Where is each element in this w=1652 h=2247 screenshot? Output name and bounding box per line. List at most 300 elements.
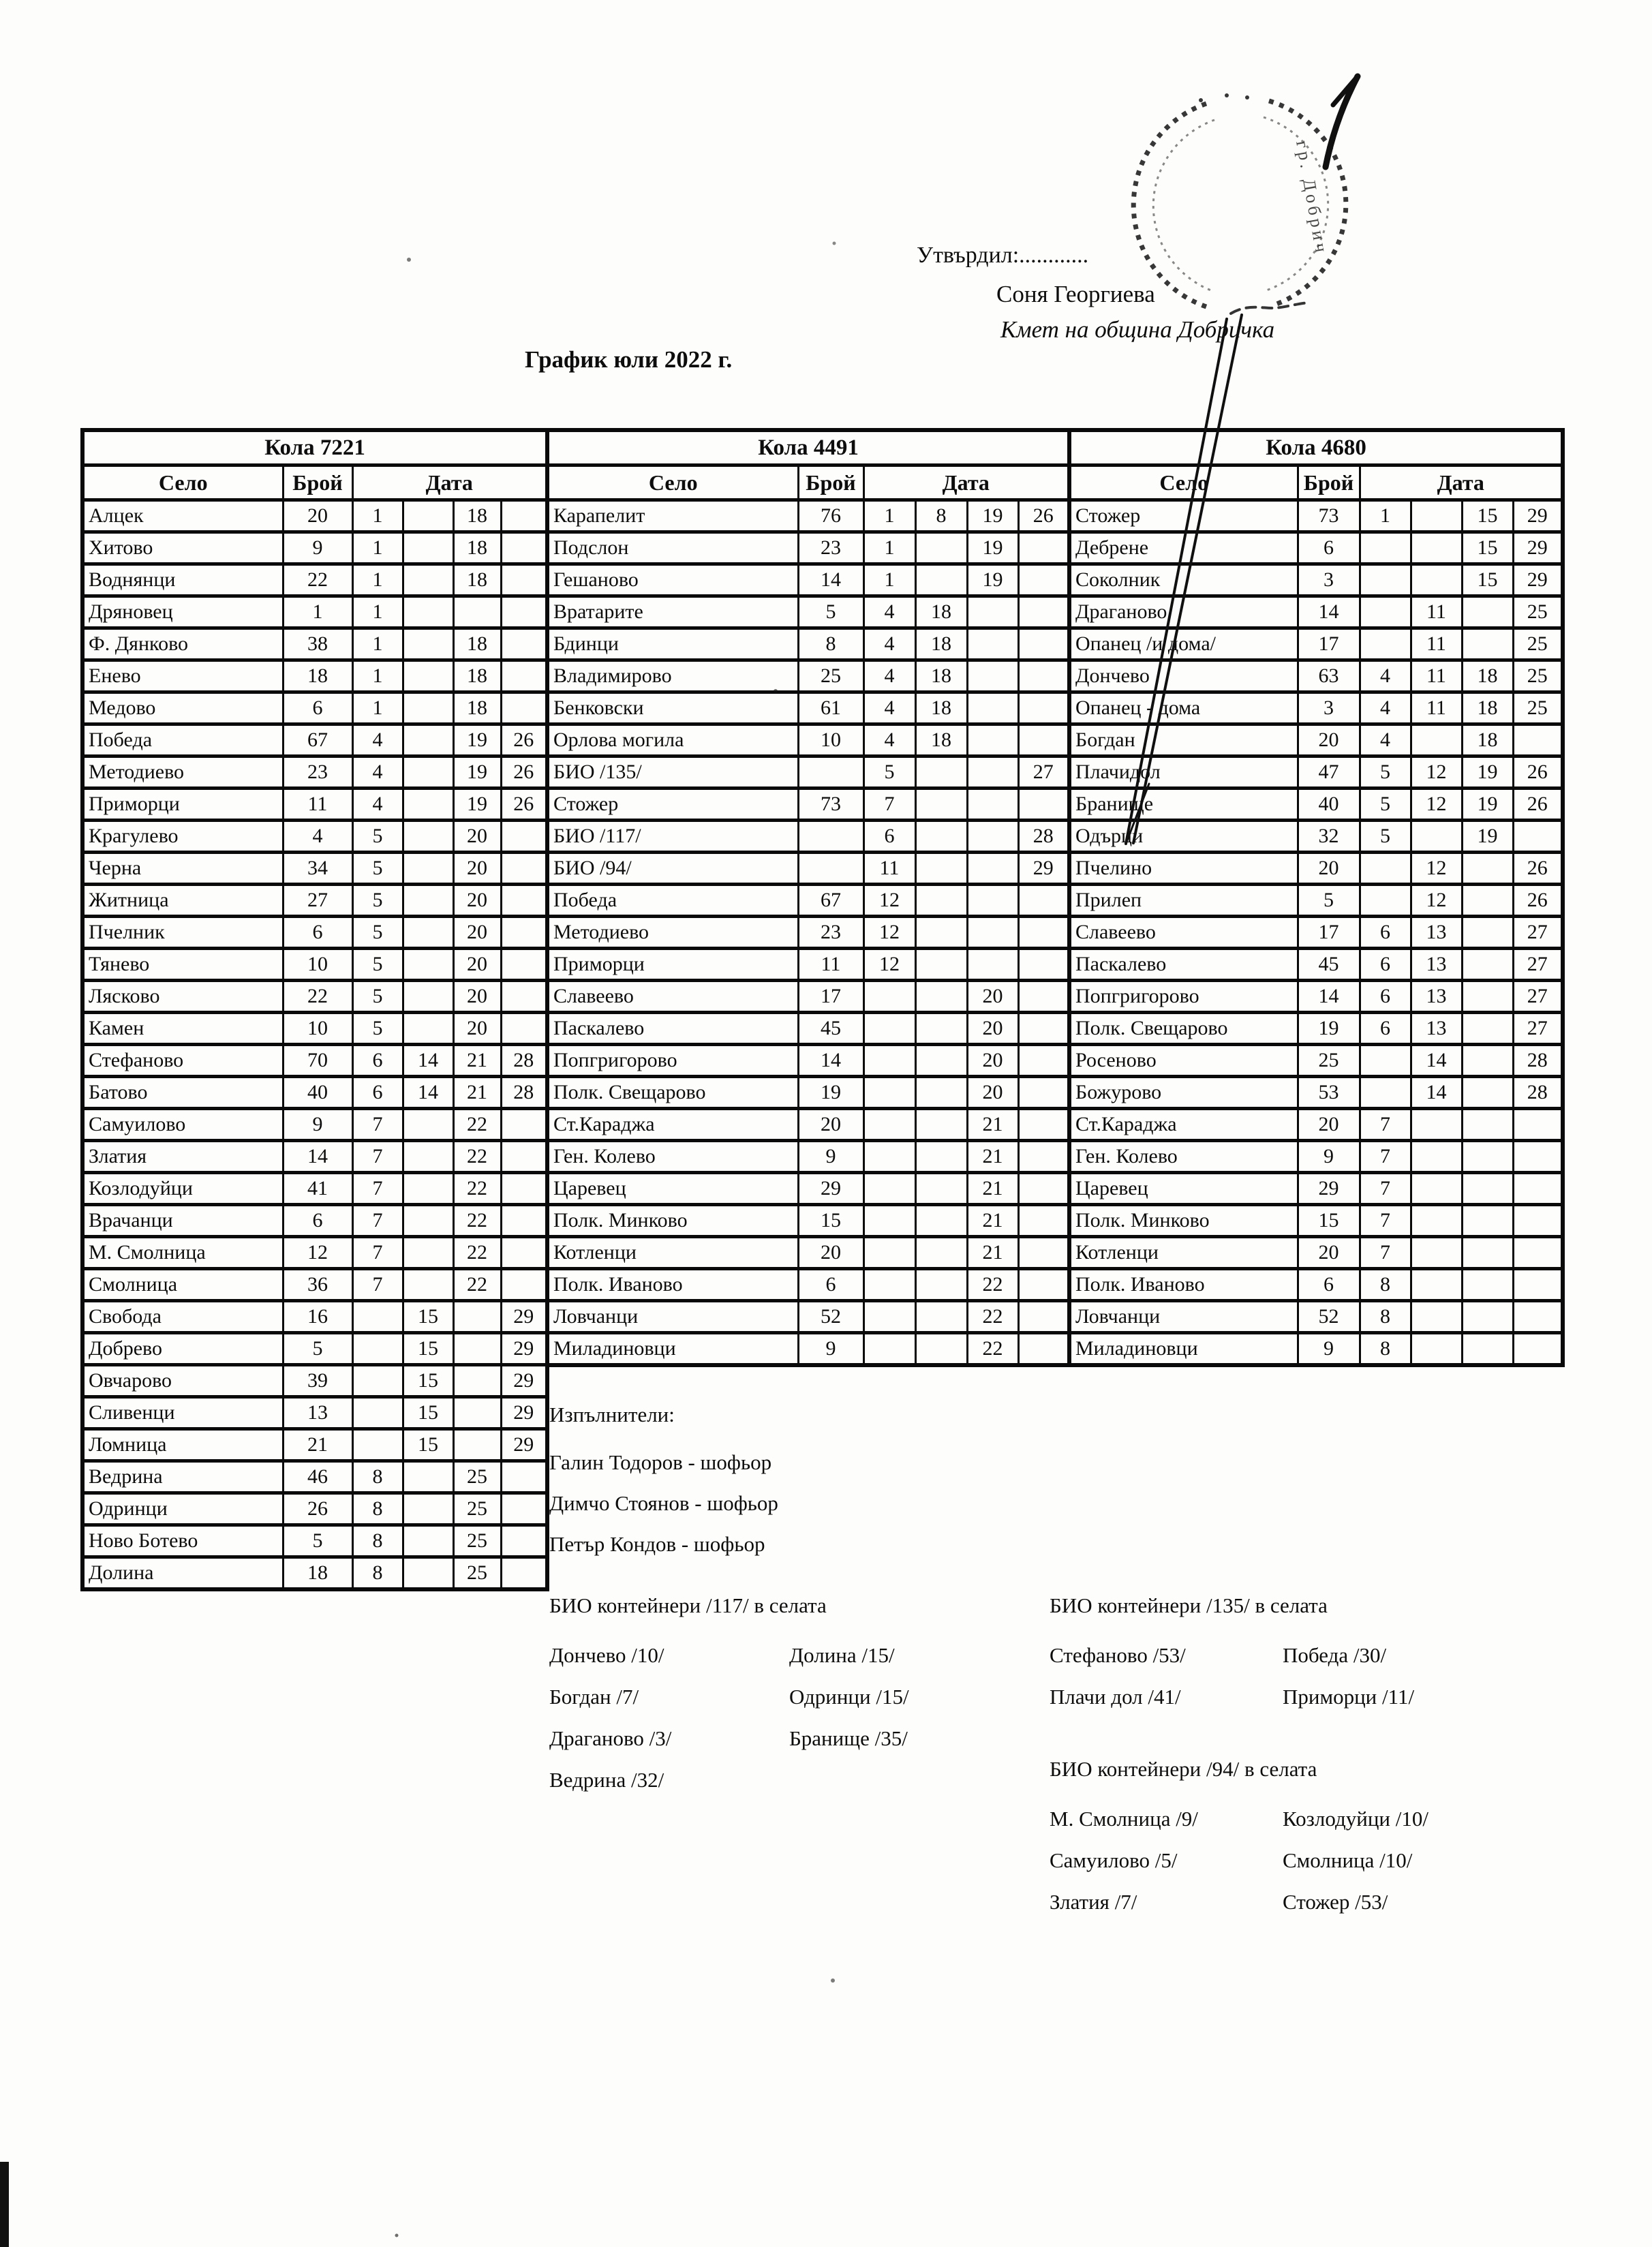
table-row — [547, 532, 1069, 564]
date-cell: 14 — [1411, 1045, 1462, 1077]
date-cell — [915, 885, 967, 917]
date-cell: 19 — [967, 564, 1018, 596]
count-cell: 23 — [798, 532, 863, 564]
village-cell: Полк. Минково — [547, 1205, 798, 1237]
bio-item: Одринци /15/ — [789, 1685, 909, 1709]
date-cell — [403, 917, 453, 949]
date-cell: 5 — [1360, 756, 1411, 789]
date-cell — [1411, 821, 1462, 853]
date-cell — [1411, 500, 1462, 532]
schedule-table-kola-4680 — [1067, 428, 1565, 1367]
table-row — [547, 660, 1069, 692]
date-cell: 7 — [352, 1141, 403, 1173]
date-cell — [915, 1301, 967, 1333]
date-cell — [501, 532, 547, 564]
village-cell: Паскалево — [1069, 949, 1298, 981]
date-cell — [403, 1557, 453, 1590]
date-cell — [1462, 1013, 1513, 1045]
date-cell: 4 — [1360, 692, 1411, 724]
village-cell: Бранище — [1069, 789, 1298, 821]
date-cell — [915, 821, 967, 853]
date-cell: 22 — [967, 1269, 1018, 1301]
count-cell: 18 — [283, 660, 352, 692]
village-cell: Дебрене — [1069, 532, 1298, 564]
village-cell: Дончево — [1069, 660, 1298, 692]
date-cell — [915, 789, 967, 821]
count-cell: 17 — [1298, 917, 1360, 949]
village-cell: Дряновец — [82, 596, 283, 628]
date-cell — [967, 853, 1018, 885]
date-cell: 12 — [1411, 885, 1462, 917]
date-cell: 29 — [1513, 564, 1563, 596]
village-cell: Лясково — [82, 981, 283, 1013]
schedule-table-kola-4491 — [545, 428, 1071, 1367]
bio-column-1 — [1050, 1798, 1283, 1923]
executor-item: Галин Тодоров - шофьор — [549, 1450, 772, 1474]
table-row — [1069, 821, 1563, 853]
count-cell: 32 — [1298, 821, 1360, 853]
table-row — [82, 789, 547, 821]
village-cell: Одърци — [1069, 821, 1298, 853]
date-cell — [1513, 1269, 1563, 1301]
date-cell: 8 — [915, 500, 967, 532]
table-row — [547, 1269, 1069, 1301]
date-cell: 18 — [453, 660, 501, 692]
date-cell: 18 — [453, 532, 501, 564]
table-row — [1069, 1333, 1563, 1366]
village-cell: Победа — [82, 724, 283, 756]
date-cell: 22 — [453, 1269, 501, 1301]
date-cell: 21 — [967, 1109, 1018, 1141]
village-cell: Опанец /и дома/ — [1069, 628, 1298, 660]
date-cell — [403, 692, 453, 724]
date-cell: 21 — [967, 1141, 1018, 1173]
date-cell: 29 — [1513, 500, 1563, 532]
village-cell: М. Смолница — [82, 1237, 283, 1269]
date-cell: 15 — [1462, 500, 1513, 532]
village-cell: Паскалево — [547, 1013, 798, 1045]
table-group-header: Кола 4491 — [547, 430, 1069, 465]
village-cell: Добрево — [82, 1333, 283, 1365]
date-cell: 6 — [352, 1045, 403, 1077]
date-cell — [1513, 1173, 1563, 1205]
col-header-date: Дата — [1360, 465, 1563, 500]
village-cell: Пчелник — [82, 917, 283, 949]
table-row — [547, 1045, 1069, 1077]
date-cell — [863, 1141, 915, 1173]
village-cell: Камен — [82, 1013, 283, 1045]
count-cell: 15 — [1298, 1205, 1360, 1237]
table-row — [82, 692, 547, 724]
date-cell — [403, 1173, 453, 1205]
date-cell: 28 — [1018, 821, 1069, 853]
village-cell: Долина — [82, 1557, 283, 1590]
count-cell: 20 — [1298, 724, 1360, 756]
date-cell: 22 — [453, 1109, 501, 1141]
date-cell: 15 — [403, 1397, 453, 1429]
date-cell: 7 — [1360, 1173, 1411, 1205]
date-cell: 4 — [863, 628, 915, 660]
count-cell: 23 — [798, 917, 863, 949]
date-cell: 11 — [1411, 660, 1462, 692]
count-cell: 16 — [283, 1301, 352, 1333]
date-cell: 18 — [1462, 692, 1513, 724]
table-row — [1069, 1301, 1563, 1333]
date-cell: 18 — [915, 596, 967, 628]
count-cell: 5 — [283, 1333, 352, 1365]
date-cell — [501, 821, 547, 853]
table-row — [1069, 500, 1563, 532]
executors-list — [549, 1442, 778, 1565]
count-cell: 14 — [798, 1045, 863, 1077]
approver-name: Соня Георгиева — [996, 281, 1155, 307]
count-cell: 76 — [798, 500, 863, 532]
date-cell — [967, 756, 1018, 789]
table-group-header: Кола 4680 — [1069, 430, 1563, 465]
date-cell — [501, 853, 547, 885]
date-cell: 5 — [352, 821, 403, 853]
date-cell — [1360, 596, 1411, 628]
village-cell: Стожер — [1069, 500, 1298, 532]
count-cell: 45 — [798, 1013, 863, 1045]
date-cell: 6 — [863, 821, 915, 853]
table-row — [1069, 789, 1563, 821]
date-cell — [501, 500, 547, 532]
count-cell: 6 — [283, 917, 352, 949]
col-header-village: Село — [1069, 465, 1298, 500]
date-cell: 8 — [1360, 1269, 1411, 1301]
date-cell — [915, 1045, 967, 1077]
village-cell: Царевец — [1069, 1173, 1298, 1205]
date-cell — [1513, 1141, 1563, 1173]
date-cell — [863, 1077, 915, 1109]
date-cell: 6 — [1360, 1013, 1411, 1045]
round-stamp-icon — [1133, 93, 1346, 307]
date-cell — [863, 981, 915, 1013]
date-cell — [1462, 1173, 1513, 1205]
date-cell — [1462, 1045, 1513, 1077]
village-cell: Прилеп — [1069, 885, 1298, 917]
col-header-village: Село — [82, 465, 283, 500]
table-row — [82, 564, 547, 596]
table-row — [547, 821, 1069, 853]
count-cell: 6 — [798, 1269, 863, 1301]
date-cell: 4 — [1360, 724, 1411, 756]
date-cell — [1360, 853, 1411, 885]
count-cell: 9 — [798, 1141, 863, 1173]
village-cell: БИО /94/ — [547, 853, 798, 885]
date-cell — [501, 1173, 547, 1205]
table-row — [547, 949, 1069, 981]
date-cell: 4 — [352, 724, 403, 756]
date-cell: 27 — [1018, 756, 1069, 789]
count-cell: 46 — [283, 1461, 352, 1493]
date-cell — [1411, 724, 1462, 756]
date-cell — [403, 756, 453, 789]
village-cell: Ген. Колево — [547, 1141, 798, 1173]
date-cell: 8 — [352, 1557, 403, 1590]
date-cell: 20 — [967, 1013, 1018, 1045]
date-cell: 13 — [1411, 917, 1462, 949]
bio-containers-117-block — [549, 1592, 909, 1801]
date-cell — [1462, 981, 1513, 1013]
date-cell: 25 — [1513, 628, 1563, 660]
bio-item: Драганово /3/ — [549, 1726, 672, 1750]
table-row — [547, 853, 1069, 885]
date-cell — [915, 917, 967, 949]
date-cell — [1462, 1269, 1513, 1301]
date-cell — [967, 724, 1018, 756]
count-cell: 39 — [283, 1365, 352, 1397]
date-cell — [1462, 917, 1513, 949]
table-row — [547, 724, 1069, 756]
date-cell: 20 — [967, 1077, 1018, 1109]
date-cell: 18 — [453, 628, 501, 660]
date-cell — [1462, 1333, 1513, 1366]
date-cell — [501, 981, 547, 1013]
count-cell: 23 — [283, 756, 352, 789]
date-cell — [1462, 949, 1513, 981]
bio-item: М. Смолница /9/ — [1050, 1807, 1198, 1831]
count-cell: 8 — [798, 628, 863, 660]
village-cell: Ново Ботево — [82, 1525, 283, 1557]
date-cell — [403, 853, 453, 885]
count-cell: 9 — [1298, 1333, 1360, 1366]
table-row — [547, 1237, 1069, 1269]
date-cell — [352, 1301, 403, 1333]
date-cell: 25 — [1513, 692, 1563, 724]
count-cell: 47 — [1298, 756, 1360, 789]
date-cell — [915, 981, 967, 1013]
table-row — [1069, 628, 1563, 660]
date-cell — [403, 1205, 453, 1237]
date-cell — [1411, 1269, 1462, 1301]
village-cell: Полк. Минково — [1069, 1205, 1298, 1237]
table-row — [547, 628, 1069, 660]
executors-heading: Изпълнители: — [549, 1403, 675, 1426]
count-cell: 40 — [283, 1077, 352, 1109]
date-cell: 21 — [453, 1077, 501, 1109]
bio-column-2 — [1283, 1634, 1414, 1717]
date-cell: 27 — [1513, 981, 1563, 1013]
date-cell — [1018, 917, 1069, 949]
date-cell — [352, 1365, 403, 1397]
village-cell: Врачанци — [82, 1205, 283, 1237]
village-cell: Одринци — [82, 1493, 283, 1525]
bio-item: Стефаново /53/ — [1050, 1643, 1186, 1667]
table-row — [547, 1205, 1069, 1237]
bio-block-heading: БИО контейнери /135/ в селата — [1050, 1593, 1328, 1617]
table-row — [1069, 981, 1563, 1013]
table-row — [547, 885, 1069, 917]
bio-columns — [549, 1634, 909, 1801]
date-cell — [501, 885, 547, 917]
date-cell: 7 — [352, 1269, 403, 1301]
date-cell — [1462, 1077, 1513, 1109]
count-cell: 6 — [283, 692, 352, 724]
village-cell: Опанец - дома — [1069, 692, 1298, 724]
count-cell: 11 — [283, 789, 352, 821]
count-cell: 9 — [1298, 1141, 1360, 1173]
village-cell: Ген. Колево — [1069, 1141, 1298, 1173]
date-cell: 18 — [915, 724, 967, 756]
count-cell: 10 — [798, 724, 863, 756]
village-cell: Попгригорово — [547, 1045, 798, 1077]
date-cell: 4 — [863, 724, 915, 756]
table-row — [547, 789, 1069, 821]
date-cell — [967, 660, 1018, 692]
date-cell: 5 — [352, 981, 403, 1013]
village-cell: Сливенци — [82, 1397, 283, 1429]
date-cell — [1360, 1077, 1411, 1109]
table-row — [82, 500, 547, 532]
date-cell: 1 — [352, 628, 403, 660]
date-cell — [403, 564, 453, 596]
date-cell: 26 — [501, 724, 547, 756]
date-cell: 25 — [453, 1557, 501, 1590]
count-cell: 17 — [798, 981, 863, 1013]
date-cell: 7 — [352, 1109, 403, 1141]
table-row — [82, 981, 547, 1013]
count-cell: 10 — [283, 1013, 352, 1045]
date-cell: 18 — [915, 660, 967, 692]
village-cell: Ловчанци — [547, 1301, 798, 1333]
table-row — [547, 1109, 1069, 1141]
date-cell: 29 — [501, 1333, 547, 1365]
count-cell: 1 — [283, 596, 352, 628]
village-cell: Ст.Караджа — [547, 1109, 798, 1141]
date-cell: 8 — [352, 1493, 403, 1525]
date-cell — [403, 1109, 453, 1141]
col-header-count: Брой — [1298, 465, 1360, 500]
date-cell — [501, 917, 547, 949]
date-cell: 6 — [352, 1077, 403, 1109]
date-cell — [403, 949, 453, 981]
table-row — [1069, 1045, 1563, 1077]
count-cell: 61 — [798, 692, 863, 724]
date-cell — [1411, 1205, 1462, 1237]
date-cell: 19 — [453, 756, 501, 789]
table-row — [82, 1461, 547, 1493]
table-row — [82, 1493, 547, 1525]
count-cell: 20 — [283, 500, 352, 532]
date-cell — [1411, 1109, 1462, 1141]
date-cell: 4 — [352, 789, 403, 821]
table-row — [82, 532, 547, 564]
date-cell — [501, 1269, 547, 1301]
date-cell: 1 — [863, 500, 915, 532]
date-cell — [967, 628, 1018, 660]
date-cell — [403, 1461, 453, 1493]
count-cell — [798, 821, 863, 853]
date-cell — [453, 1333, 501, 1365]
date-cell — [915, 756, 967, 789]
date-cell: 12 — [863, 917, 915, 949]
date-cell: 6 — [1360, 949, 1411, 981]
count-cell: 36 — [283, 1269, 352, 1301]
date-cell — [967, 949, 1018, 981]
village-cell: Царевец — [547, 1173, 798, 1205]
date-cell — [453, 1397, 501, 1429]
count-cell: 12 — [283, 1237, 352, 1269]
count-cell: 52 — [1298, 1301, 1360, 1333]
date-cell: 12 — [863, 885, 915, 917]
date-cell: 19 — [1462, 789, 1513, 821]
date-cell: 5 — [1360, 821, 1411, 853]
bio-column-2 — [789, 1634, 909, 1801]
date-cell: 14 — [1411, 1077, 1462, 1109]
count-cell: 70 — [283, 1045, 352, 1077]
date-cell — [863, 1301, 915, 1333]
date-cell — [501, 596, 547, 628]
date-cell — [1513, 821, 1563, 853]
date-cell: 4 — [1360, 660, 1411, 692]
table-row — [82, 949, 547, 981]
table-row — [1069, 885, 1563, 917]
bio-block-heading: БИО контейнери /94/ в селата — [1050, 1757, 1317, 1781]
date-cell — [1018, 949, 1069, 981]
date-cell — [403, 628, 453, 660]
stamp-city-text: гр. Добрич — [1292, 139, 1332, 258]
village-cell: Ловчанци — [1069, 1301, 1298, 1333]
village-cell: Бдинци — [547, 628, 798, 660]
date-cell: 7 — [352, 1173, 403, 1205]
count-cell: 5 — [798, 596, 863, 628]
table-row — [1069, 756, 1563, 789]
date-cell — [1411, 564, 1462, 596]
date-cell: 20 — [453, 981, 501, 1013]
date-cell: 5 — [352, 917, 403, 949]
count-cell: 6 — [283, 1205, 352, 1237]
village-cell: Котленци — [1069, 1237, 1298, 1269]
village-cell: Самуилово — [82, 1109, 283, 1141]
schedule-table-kola-7221 — [80, 428, 549, 1591]
count-cell: 27 — [283, 885, 352, 917]
date-cell: 26 — [1513, 789, 1563, 821]
date-cell: 6 — [1360, 981, 1411, 1013]
count-cell: 10 — [283, 949, 352, 981]
date-cell: 20 — [967, 1045, 1018, 1077]
col-header-count: Брой — [283, 465, 352, 500]
count-cell: 29 — [798, 1173, 863, 1205]
date-cell — [1513, 1333, 1563, 1366]
col-header-date: Дата — [352, 465, 547, 500]
count-cell: 20 — [1298, 853, 1360, 885]
bio-columns — [1050, 1798, 1428, 1923]
date-cell: 19 — [967, 532, 1018, 564]
date-cell — [863, 1045, 915, 1077]
count-cell: 3 — [1298, 692, 1360, 724]
table-row — [82, 660, 547, 692]
date-cell — [915, 1205, 967, 1237]
date-cell: 22 — [453, 1205, 501, 1237]
date-cell — [1411, 532, 1462, 564]
date-cell — [863, 1205, 915, 1237]
count-cell: 29 — [1298, 1173, 1360, 1205]
date-cell: 15 — [1462, 532, 1513, 564]
date-cell — [1018, 660, 1069, 692]
date-cell — [501, 1493, 547, 1525]
executors-block — [549, 1401, 778, 1565]
village-cell: Стефаново — [82, 1045, 283, 1077]
village-cell: Победа — [547, 885, 798, 917]
date-cell — [352, 1333, 403, 1365]
count-cell: 52 — [798, 1301, 863, 1333]
date-cell: 7 — [1360, 1237, 1411, 1269]
village-cell: Гешаново — [547, 564, 798, 596]
date-cell: 21 — [967, 1237, 1018, 1269]
date-cell — [863, 1269, 915, 1301]
